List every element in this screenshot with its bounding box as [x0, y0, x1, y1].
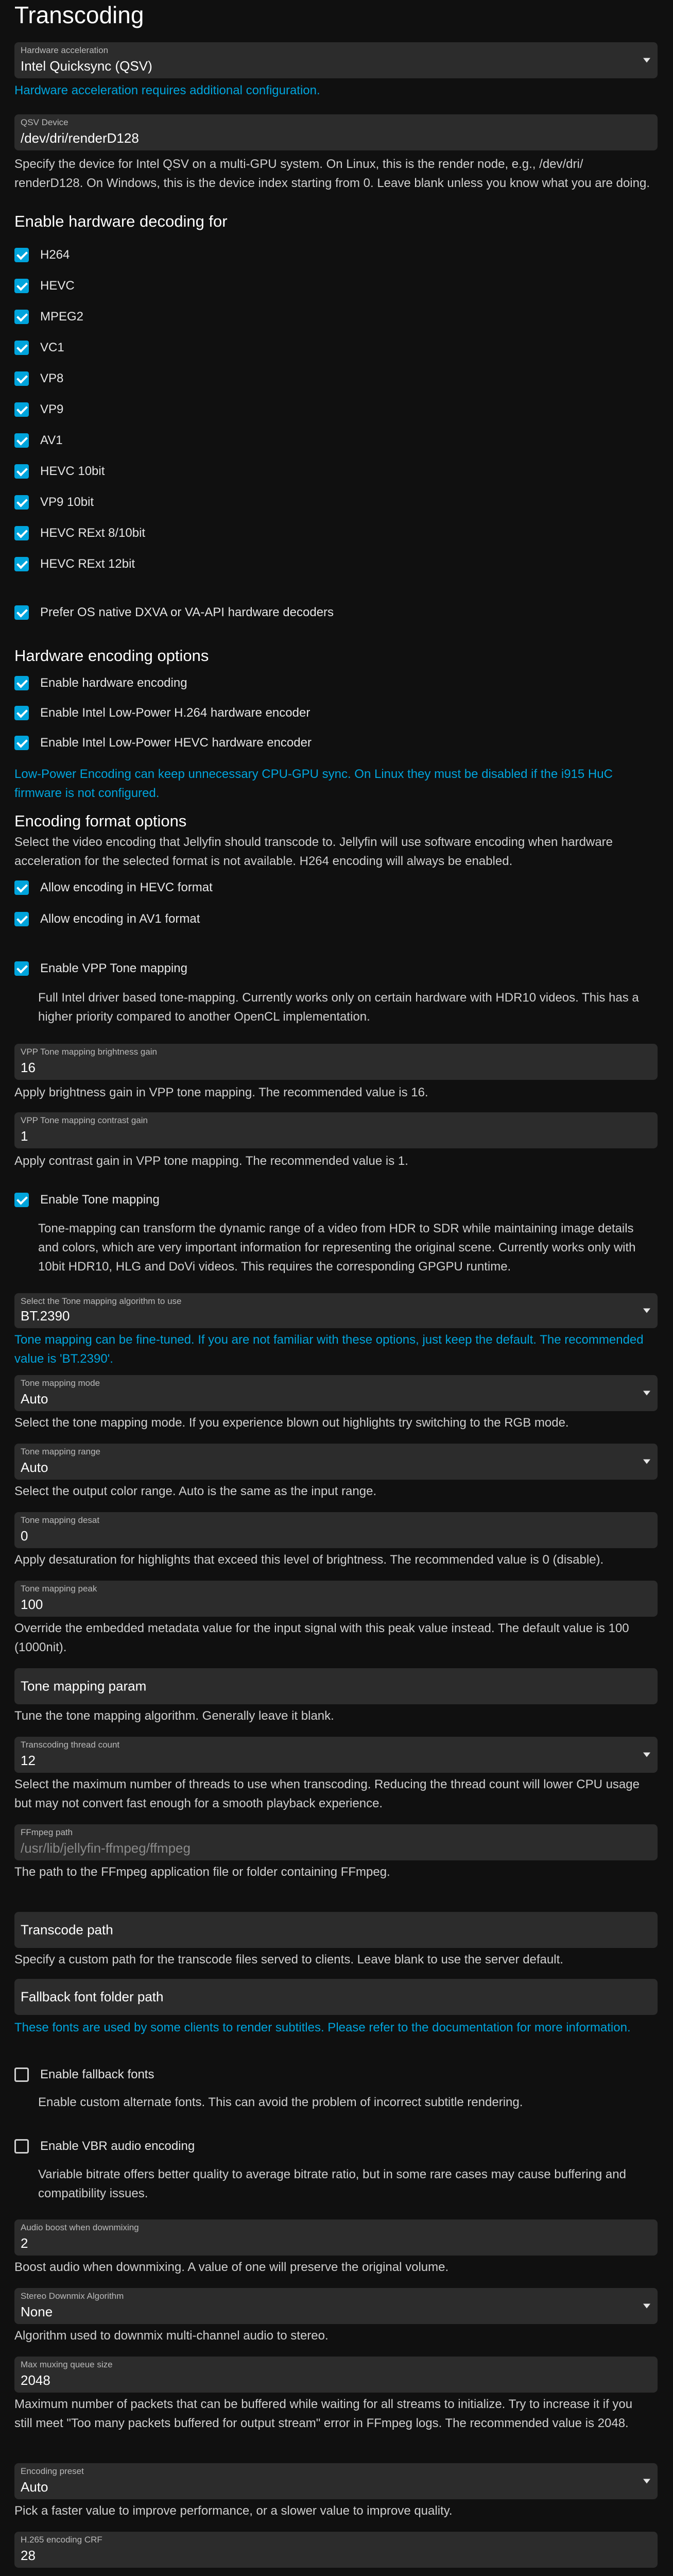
codec-label: H264: [40, 248, 70, 262]
vbr-desc: Variable bitrate offers better quality to average bitrate ratio, but in some rare cases may cause buffering and compatibility issues.: [38, 2167, 626, 2200]
transcode-path-placeholder: Transcode path: [21, 1922, 113, 1938]
checkbox-checked-icon: [14, 676, 29, 690]
decode-av1-checkbox[interactable]: [14, 432, 63, 449]
tonemap-desat-label: Tone mapping desat: [21, 1515, 100, 1525]
ffmpeg-path-input: [14, 1824, 658, 1860]
lp-hevc-checkbox[interactable]: [14, 734, 312, 752]
tonemap-desat-input[interactable]: [14, 1512, 658, 1548]
checkbox-checked-icon: [14, 961, 29, 976]
hw-accel-value: Intel Quicksync (QSV): [21, 58, 152, 74]
codec-label: HEVC RExt 12bit: [40, 557, 135, 571]
codec-label: AV1: [40, 433, 63, 447]
fallback-fonts-label: Enable fallback fonts: [40, 2067, 154, 2081]
vpp-contrast-input[interactable]: [14, 1112, 658, 1148]
tonemap-peak-label: Tone mapping peak: [21, 1584, 97, 1594]
downmix-value: None: [21, 2304, 53, 2319]
qsv-device-value: /dev/dri/renderD128: [21, 130, 139, 146]
checkbox-checked-icon: [14, 1193, 29, 1207]
checkbox-checked-icon: [14, 371, 29, 386]
tonemap-peak-input[interactable]: [14, 1581, 658, 1617]
vbr-checkbox[interactable]: [14, 2138, 195, 2155]
audio-boost-desc: Boost audio when downmixing. A value of one will preserve the original volume.: [14, 2260, 449, 2274]
tonemap-desc: Tone-mapping can transform the dynamic range of a video from HDR to SDR while maintaining image details and colors, which are very important information for representing the original scene. Currently works only with 10bit HDR10, HLG and DoVi videos. This requires the corresponding GPGPU runtime.: [38, 1222, 636, 1274]
fallback-font-input[interactable]: [14, 1979, 658, 2015]
tonemap-param-input[interactable]: [14, 1668, 658, 1704]
downmix-select[interactable]: [14, 2288, 658, 2324]
enable-hw-encoding-checkbox[interactable]: [14, 674, 187, 692]
prefer-native-decoders-checkbox[interactable]: [14, 604, 334, 621]
tonemap-algorithm-label: Select the Tone mapping algorithm to use: [21, 1296, 182, 1306]
hw-encoding-heading: Hardware encoding options: [14, 647, 209, 665]
tonemap-mode-desc: Select the tone mapping mode. If you experience blown out highlights try switching to the RGB mode.: [14, 1416, 569, 1430]
vpp-tonemap-label: Enable VPP Tone mapping: [40, 961, 187, 975]
vpp-brightness-input[interactable]: [14, 1044, 658, 1080]
checkbox-checked-icon: [14, 912, 29, 926]
chevron-down-icon: [643, 2479, 650, 2484]
codec-label: HEVC: [40, 279, 75, 293]
ffmpeg-path-label: FFmpeg path: [21, 1827, 73, 1837]
tonemap-algorithm-value: BT.2390: [21, 1308, 70, 1324]
chevron-down-icon: [643, 1309, 650, 1313]
qsv-device-label: QSV Device: [21, 117, 68, 127]
allow-hevc-checkbox[interactable]: [14, 879, 213, 896]
qsv-device-desc: Specify the device for Intel QSV on a multi-GPU system. On Linux, this is the render node, e.g., /dev/dri/ renderD128. On Windows, this is the device index starting from 0. Leave blank unless you know what you are doing.: [14, 157, 650, 190]
audio-boost-value: 2: [21, 2235, 28, 2251]
hw-accel-select[interactable]: [14, 42, 658, 78]
lp-hevc-label: Enable Intel Low-Power HEVC hardware encoder: [40, 736, 312, 750]
encoding-format-heading: Encoding format options: [14, 812, 187, 830]
checkbox-checked-icon: [14, 248, 29, 262]
muxing-queue-value: 2048: [21, 2372, 50, 2388]
thread-count-label: Transcoding thread count: [21, 1740, 120, 1750]
vbr-label: Enable VBR audio encoding: [40, 2139, 195, 2153]
tonemap-range-desc: Select the output color range. Auto is the same as the input range.: [14, 1484, 377, 1498]
low-power-warning: Low-Power Encoding can keep unnecessary CPU-GPU sync. On Linux they must be disabled if the i915 HuC firmware is not configured.: [14, 767, 613, 800]
tonemap-mode-label: Tone mapping mode: [21, 1378, 100, 1388]
vpp-brightness-label: VPP Tone mapping brightness gain: [21, 1047, 157, 1057]
tonemap-desat-value: 0: [21, 1528, 28, 1544]
checkbox-checked-icon: [14, 736, 29, 750]
chevron-down-icon: [643, 1753, 650, 1757]
prefer-native-label: Prefer OS native DXVA or VA-API hardware decoders: [40, 605, 334, 619]
tonemap-range-value: Auto: [21, 1460, 48, 1475]
codec-label: VP9 10bit: [40, 495, 94, 509]
checkbox-empty-icon: [14, 2067, 29, 2082]
checkbox-empty-icon: [14, 2139, 29, 2154]
vpp-tonemap-desc: Full Intel driver based tone-mapping. Currently works only on certain hardware with HDR10 videos. This has a higher priority compared to another OpenCL implementation.: [38, 991, 639, 1024]
encoding-preset-label: Encoding preset: [21, 2466, 84, 2476]
chevron-down-icon: [643, 58, 650, 63]
transcode-path-desc: Specify a custom path for the transcode files served to clients. Leave blank to use the server default.: [14, 1953, 563, 1967]
thread-count-select[interactable]: [14, 1737, 658, 1773]
downmix-desc: Algorithm used to downmix multi-channel audio to stereo.: [14, 2329, 329, 2343]
downmix-label: Stereo Downmix Algorithm: [21, 2291, 124, 2301]
chevron-down-icon: [643, 2304, 650, 2309]
tonemap-checkbox[interactable]: [14, 1191, 160, 1209]
decode-vp9-checkbox[interactable]: [14, 401, 63, 418]
tonemap-mode-value: Auto: [21, 1391, 48, 1406]
tonemap-label: Enable Tone mapping: [40, 1193, 160, 1207]
tonemap-algorithm-note: Tone mapping can be fine-tuned. If you are not familiar with these options, just keep the default. The recommended value is 'BT.2390'.: [14, 1333, 644, 1366]
h265-crf-label: H.265 encoding CRF: [21, 2535, 102, 2545]
codec-label: VP8: [40, 371, 64, 385]
encoding-format-desc: Select the video encoding that Jellyfin should transcode to. Jellyfin will use software encoding when hardware acceleration for the selected format is not available. H264 encoding will always be enabled.: [14, 835, 613, 868]
checkbox-checked-icon: [14, 880, 29, 895]
codec-label: VC1: [40, 341, 64, 354]
vpp-brightness-desc: Apply brightness gain in VPP tone mapping. The recommended value is 16.: [14, 1086, 428, 1099]
thread-count-desc: Select the maximum number of threads to use when transcoding. Reducing the thread count will lower CPU usage but may not convert fast enough for a smooth playback experience.: [14, 1777, 640, 1810]
checkbox-checked-icon: [14, 526, 29, 540]
tonemap-range-label: Tone mapping range: [21, 1447, 101, 1456]
tonemap-peak-value: 100: [21, 1597, 43, 1612]
checkbox-checked-icon: [14, 433, 29, 448]
fallback-font-placeholder: Fallback font folder path: [21, 1989, 164, 2005]
decode-vc1-checkbox[interactable]: [14, 339, 64, 357]
encoding-preset-desc: Pick a faster value to improve performance, or a slower value to improve quality.: [14, 2504, 453, 2518]
vpp-tonemap-checkbox[interactable]: [14, 960, 187, 977]
codec-label: HEVC RExt 8/10bit: [40, 526, 146, 540]
checkbox-checked-icon: [14, 279, 29, 293]
tonemap-peak-desc: Override the embedded metadata value for the input signal with this peak value instead. The default value is 100 (1000nit).: [14, 1621, 629, 1654]
codec-label: MPEG2: [40, 310, 84, 324]
codec-label: VP9: [40, 402, 64, 416]
hw-decoding-heading: Enable hardware decoding for: [14, 212, 228, 230]
fallback-font-note[interactable]: These fonts are used by some clients to render subtitles. Please refer to the documentation for more information.: [14, 2021, 631, 2035]
enable-hw-encoding-label: Enable hardware encoding: [40, 676, 187, 690]
checkbox-checked-icon: [14, 341, 29, 355]
tonemap-algorithm-select[interactable]: [14, 1293, 658, 1328]
decode-h264-checkbox[interactable]: [14, 246, 70, 264]
tonemap-mode-select[interactable]: [14, 1375, 658, 1411]
vpp-contrast-desc: Apply contrast gain in VPP tone mapping. The recommended value is 1.: [14, 1154, 408, 1168]
qsv-device-input[interactable]: [14, 114, 658, 150]
fallback-fonts-checkbox[interactable]: [14, 2066, 154, 2083]
transcode-path-input[interactable]: [14, 1912, 658, 1948]
codec-label: HEVC 10bit: [40, 464, 105, 478]
ffmpeg-path-desc: The path to the FFmpeg application file or folder containing FFmpeg.: [14, 1865, 390, 1879]
checkbox-checked-icon: [14, 495, 29, 510]
vpp-brightness-value: 16: [21, 1060, 36, 1075]
chevron-down-icon: [643, 1460, 650, 1464]
allow-av1-checkbox[interactable]: [14, 910, 200, 928]
decode-vp910-checkbox[interactable]: [14, 494, 94, 511]
decode-hevc-checkbox[interactable]: [14, 277, 75, 295]
checkbox-checked-icon: [14, 310, 29, 324]
vpp-contrast-value: 1: [21, 1128, 28, 1144]
decode-mpeg2-checkbox[interactable]: [14, 308, 83, 326]
audio-boost-label: Audio boost when downmixing: [21, 2223, 139, 2232]
thread-count-value: 12: [21, 1753, 36, 1768]
checkbox-checked-icon: [14, 706, 29, 720]
decode-hevc-rext-12-checkbox[interactable]: [14, 555, 135, 573]
checkbox-checked-icon: [14, 605, 29, 620]
checkbox-checked-icon: [14, 402, 29, 417]
h265-crf-input[interactable]: [14, 2532, 658, 2568]
hw-accel-label: Hardware acceleration: [21, 45, 109, 55]
muxing-queue-input[interactable]: [14, 2357, 658, 2393]
fallback-fonts-desc: Enable custom alternate fonts. This can avoid the problem of incorrect subtitle rendering.: [38, 2095, 523, 2109]
audio-boost-input[interactable]: [14, 2219, 658, 2256]
tonemap-param-placeholder: Tone mapping param: [21, 1678, 147, 1694]
encoding-preset-value: Auto: [21, 2479, 48, 2495]
muxing-queue-desc: Maximum number of packets that can be buffered while waiting for all streams to initialize. Try to increase it if you still meet "Too many packets buffered for output stream" error in FFmpeg logs. The recommended value is 2048.: [14, 2397, 633, 2430]
tonemap-param-desc: Tune the tone mapping algorithm. Generally leave it blank.: [14, 1709, 334, 1723]
allow-av1-label: Allow encoding in AV1 format: [40, 912, 200, 926]
encoding-preset-select[interactable]: [14, 2463, 658, 2499]
h265-crf-value: 28: [21, 2548, 36, 2563]
allow-hevc-label: Allow encoding in HEVC format: [40, 880, 213, 894]
decode-hevc10-checkbox[interactable]: [14, 463, 105, 480]
page-title: Transcoding: [14, 2, 144, 28]
lp-h264-checkbox[interactable]: [14, 704, 310, 722]
vpp-contrast-label: VPP Tone mapping contrast gain: [21, 1115, 148, 1125]
chevron-down-icon: [643, 1391, 650, 1396]
ffmpeg-path-value: /usr/lib/jellyfin-ffmpeg/ffmpeg: [21, 1840, 191, 1856]
decode-vp8-checkbox[interactable]: [14, 370, 63, 387]
tonemap-range-select[interactable]: [14, 1444, 658, 1480]
tonemap-desat-desc: Apply desaturation for highlights that exceed this level of brightness. The recommended value is 0 (disable).: [14, 1553, 604, 1567]
checkbox-checked-icon: [14, 557, 29, 571]
hw-accel-note-link[interactable]: Hardware acceleration requires additional configuration.: [14, 83, 320, 97]
lp-h264-label: Enable Intel Low-Power H.264 hardware encoder: [40, 706, 310, 720]
muxing-queue-label: Max muxing queue size: [21, 2360, 113, 2369]
checkbox-checked-icon: [14, 464, 29, 479]
decode-hevc-rext-810-checkbox[interactable]: [14, 524, 145, 542]
